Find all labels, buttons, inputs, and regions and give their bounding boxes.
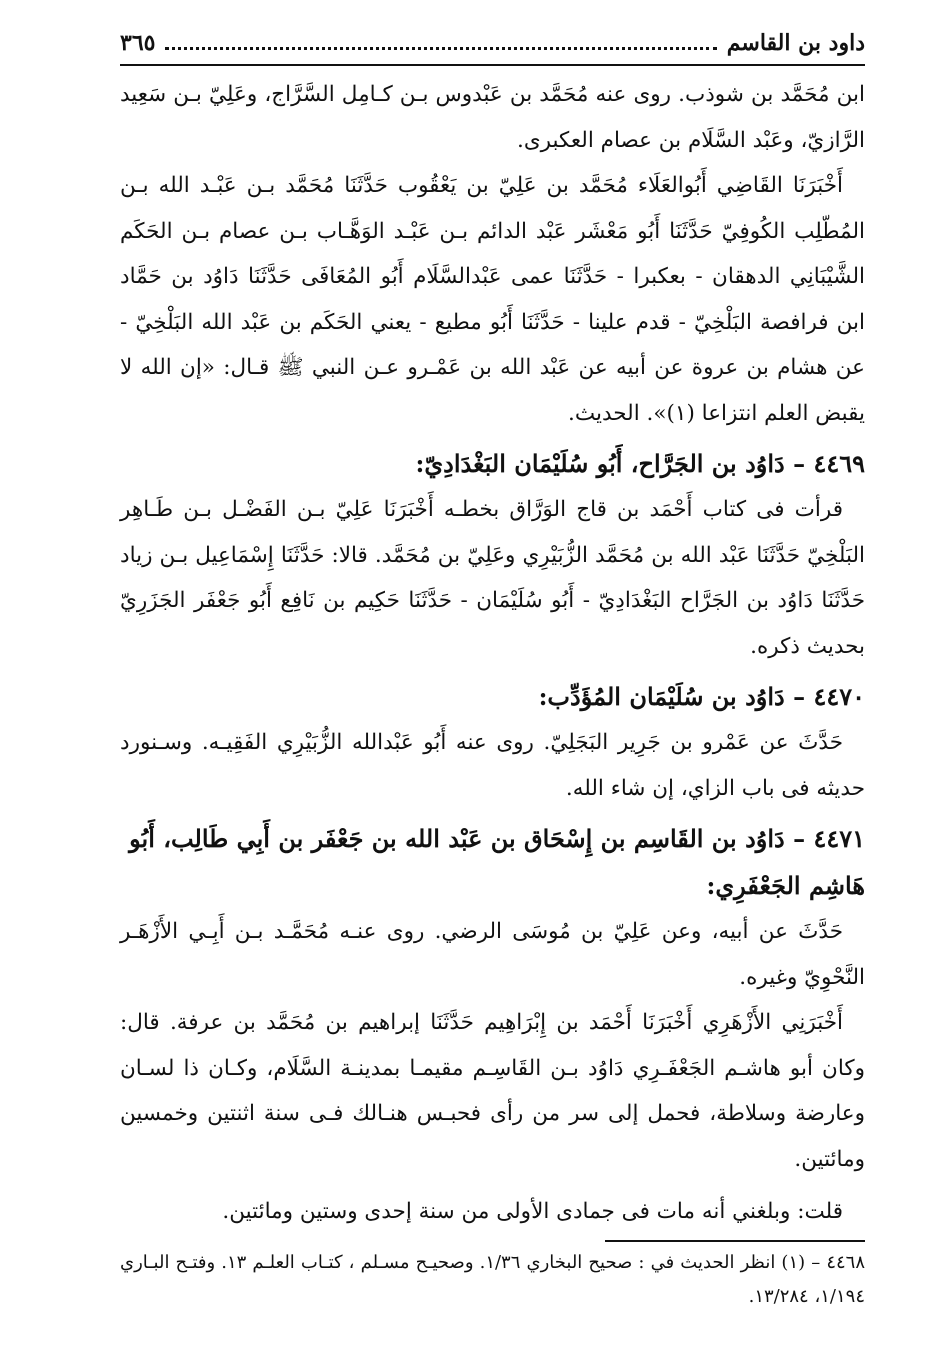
entry-heading-4470: ٤٤٧٠ – دَاوُد بن سُلَيْمَان المُؤَدِّب: [538,682,865,711]
entry-4470-paragraph: حَدَّثَ عن عَمْرو بن جَرِير البَجَلِيّ. روى عنه أَبُو عَبْدالله الزُّبَيْرِي الفَقِيـه. وسـنورد حديثه فى باب الزاي، إن شاء الله. [120,730,865,801]
footnote: ٤٤٦٨ – (١) انظر الحديث في : صحيح البخاري ١/٣٦. وصحيـح مسـلم ، كتـاب العلـم ١٣. وفتـح البـاري ١/١٩٤، ١٣/٢٨٤. [120,1252,866,1307]
footnote-rule [605,1240,865,1242]
closing-note: قلت: وبلغني أنه مات فى جمادى الأولى من سنة إحدى وستين ومائتين. [222,1199,843,1224]
page-number: ٣٦٥ [120,30,156,56]
entry-heading-4471: ٤٤٧١ – دَاوُد بن القَاسِم بن إِسْحَاق بن عَبْد الله بن جَعْفَر بن أَبِي طَالِب، أَبُو هَاشِم الجَعْفَرِي: [129,824,865,900]
leader-dots [165,47,716,50]
running-head-title: داود بن القاسم [726,30,865,56]
book-page [120,24,865,1314]
running-head [120,24,865,66]
paragraph-isnad: أَخْبَرَنَا القَاضِي أَبُوالعَلَاء مُحَمَّد بن عَلِيّ بن يَعْقُوب حَدَّثَنَا مُحَمَّد بـن عَبْـد الله بـن المُطّلِب الكُوفِيّ حَدَّثَنَا أَبُو مَعْشَر عَبْد الدائم بـن عَبْـد الوَهَّـاب بـن عصام بـن الحَكَم الشَّيْبَانِي الدهقان - بعكبرا - حَدَّثَنَا عمى عَبْدالسَّلَام أَبُو المُعَافَى حَدَّثَنَا دَاوُد بن حَمَّاد ابن فرافصة البَلْخِيّ - قدم علينا - حَدَّثَنَا أَبُو مطيع - يعني الحَكَم بن عَبْد الله البَلْخِيّ - عن هشام بن عروة عن أبيه عن عَبْد الله بن عَمْـرو عـن النبي ﷺ قـال: «إن الله لا يقبض العلم انتزاعا (١)». الحديث. [120,173,865,426]
entry-heading-4469: ٤٤٦٩ – دَاوُد بن الجَرَّاح، أَبُو سُلَيْمَان البَغْدَادِيّ: [415,449,865,478]
entry-4471-paragraph: أَخْبَرَنِي الأَزْهَرِي أَخْبَرَنَا أَحْمَد بن إِبْرَاهِيم حَدَّثَنَا إبراهيم بن مُحَمَّد بن عرفة. قال: وكان أبو هاشـم الجَعْفَـرِي دَاوُد بـن القَاسِـم مقيمـا بمدينـة السَّلَام، وكـان ذا لسـان وعارضة وسلاطة، فحمل إلى سر من رأى فحبـس هنـالك فـى سنة اثنتين وخمسين ومائتين. [120,1010,865,1172]
entry-4469-paragraph: قرأت فى كتاب أَحْمَد بن قاج الوَرَّاق بخطـه أَخْبَرَنَا عَلِيّ بـن الفَضْـل بـن طَـاهِر البَلْخِيّ حَدَّثَنَا عَبْد الله بن مُحَمَّد الزُّبَيْرِي وعَلِيّ بن مُحَمَّد. قالا: حَدَّثَنَا إِسْمَاعِيل بـن زياد حَدَّثَنَا دَاوُد بن الجَرَّاح البَغْدَادِيّ - أَبُو سُلَيْمَان - حَدَّثَنَا حَكِيم بن نَافِع أَبُو جَعْفَر الجَزَرِيّ بحديث ذكره. [120,497,865,659]
entry-4471-paragraph: حَدَّثَ عن أبيه، وعن عَلِيّ بن مُوسَى الرضي. روى عنـه مُحَمَّـد بـن أَبِـي الأَزْهَـر النَّحْوِيّ وغيره. [120,919,865,990]
paragraph-continuation: ابن مُحَمَّد بن شوذب. روى عنه مُحَمَّد بن عَبْدوس بـن كـامِل السَّرَّاج، وعَلِيّ بـن سَعِيد الرَّازيّ، وعَبْد السَّلَام بن عصام العكبرى. [120,82,865,153]
footnote-separator [120,1234,865,1246]
